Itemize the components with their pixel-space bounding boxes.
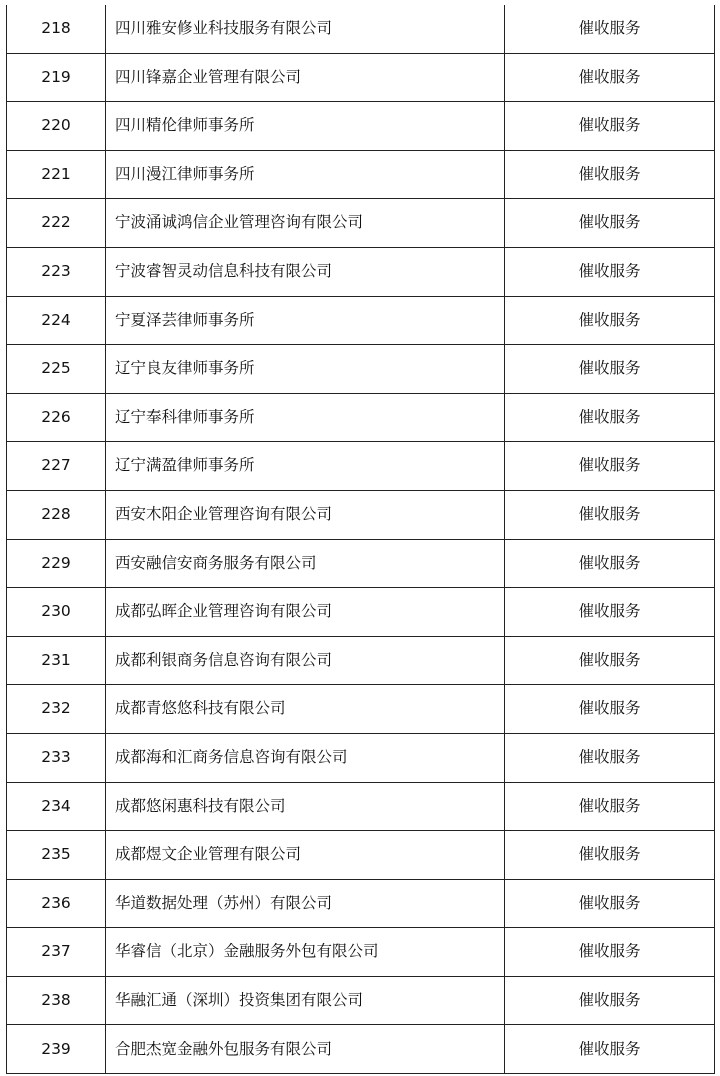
service-type: 催收服务 [505,831,715,880]
table-row [7,490,715,539]
table-row [7,879,715,928]
company-name: 四川雅安修业科技服务有限公司 [106,5,505,53]
service-type: 催收服务 [505,733,715,782]
company-name: 华融汇通（深圳）投资集团有限公司 [106,976,505,1025]
row-number: 223 [7,247,106,296]
table-row [7,5,715,53]
row-number: 222 [7,199,106,248]
table-row [7,1025,715,1074]
service-type: 催收服务 [505,5,715,53]
company-name: 宁波睿智灵动信息科技有限公司 [106,247,505,296]
row-number: 234 [7,782,106,831]
company-name: 辽宁良友律师事务所 [106,345,505,394]
service-type: 催收服务 [505,150,715,199]
company-name: 四川锋嘉企业管理有限公司 [106,53,505,102]
service-type: 催收服务 [505,442,715,491]
service-type: 催收服务 [505,879,715,928]
company-name: 华睿信（北京）金融服务外包有限公司 [106,928,505,977]
table-row [7,928,715,977]
company-name: 西安木阳企业管理咨询有限公司 [106,490,505,539]
service-type: 催收服务 [505,247,715,296]
table-row [7,53,715,102]
table-row [7,102,715,151]
agency-table [6,5,715,1074]
table-row [7,831,715,880]
company-name: 成都海和汇商务信息咨询有限公司 [106,733,505,782]
company-name: 辽宁满盈律师事务所 [106,442,505,491]
table-row [7,685,715,734]
company-name: 四川漫江律师事务所 [106,150,505,199]
table-row [7,296,715,345]
table-row [7,782,715,831]
row-number: 233 [7,733,106,782]
row-number: 226 [7,393,106,442]
company-name: 宁夏泽芸律师事务所 [106,296,505,345]
service-type: 催收服务 [505,393,715,442]
row-number: 230 [7,588,106,637]
table-row [7,442,715,491]
row-number: 225 [7,345,106,394]
service-type: 催收服务 [505,490,715,539]
row-number: 239 [7,1025,106,1074]
row-number: 221 [7,150,106,199]
row-number: 228 [7,490,106,539]
company-name: 四川精伦律师事务所 [106,102,505,151]
table-body [7,5,715,1074]
table-row [7,150,715,199]
row-number: 238 [7,976,106,1025]
service-type: 催收服务 [505,588,715,637]
service-type: 催收服务 [505,53,715,102]
service-type: 催收服务 [505,539,715,588]
table-row [7,976,715,1025]
table-row [7,636,715,685]
row-number: 236 [7,879,106,928]
company-name: 华道数据处理（苏州）有限公司 [106,879,505,928]
service-type: 催收服务 [505,1025,715,1074]
service-type: 催收服务 [505,199,715,248]
row-number: 232 [7,685,106,734]
row-number: 231 [7,636,106,685]
company-name: 西安融信安商务服务有限公司 [106,539,505,588]
table-row [7,345,715,394]
service-type: 催收服务 [505,296,715,345]
table-row [7,588,715,637]
row-number: 219 [7,53,106,102]
company-name: 成都悠闲惠科技有限公司 [106,782,505,831]
company-name: 宁波涌诚鸿信企业管理咨询有限公司 [106,199,505,248]
company-name: 成都煜文企业管理有限公司 [106,831,505,880]
table-row [7,733,715,782]
row-number: 229 [7,539,106,588]
company-name: 辽宁奉科律师事务所 [106,393,505,442]
row-number: 227 [7,442,106,491]
company-name: 成都弘晖企业管理咨询有限公司 [106,588,505,637]
row-number: 224 [7,296,106,345]
service-type: 催收服务 [505,928,715,977]
row-number: 235 [7,831,106,880]
company-name: 成都青悠悠科技有限公司 [106,685,505,734]
row-number: 218 [7,5,106,53]
service-type: 催收服务 [505,976,715,1025]
table-row [7,247,715,296]
company-name: 成都利银商务信息咨询有限公司 [106,636,505,685]
service-type: 催收服务 [505,345,715,394]
service-type: 催收服务 [505,102,715,151]
row-number: 220 [7,102,106,151]
agency-table-container [6,5,714,1074]
service-type: 催收服务 [505,685,715,734]
table-row [7,199,715,248]
service-type: 催收服务 [505,782,715,831]
table-row [7,393,715,442]
service-type: 催收服务 [505,636,715,685]
row-number: 237 [7,928,106,977]
company-name: 合肥杰宽金融外包服务有限公司 [106,1025,505,1074]
table-row [7,539,715,588]
